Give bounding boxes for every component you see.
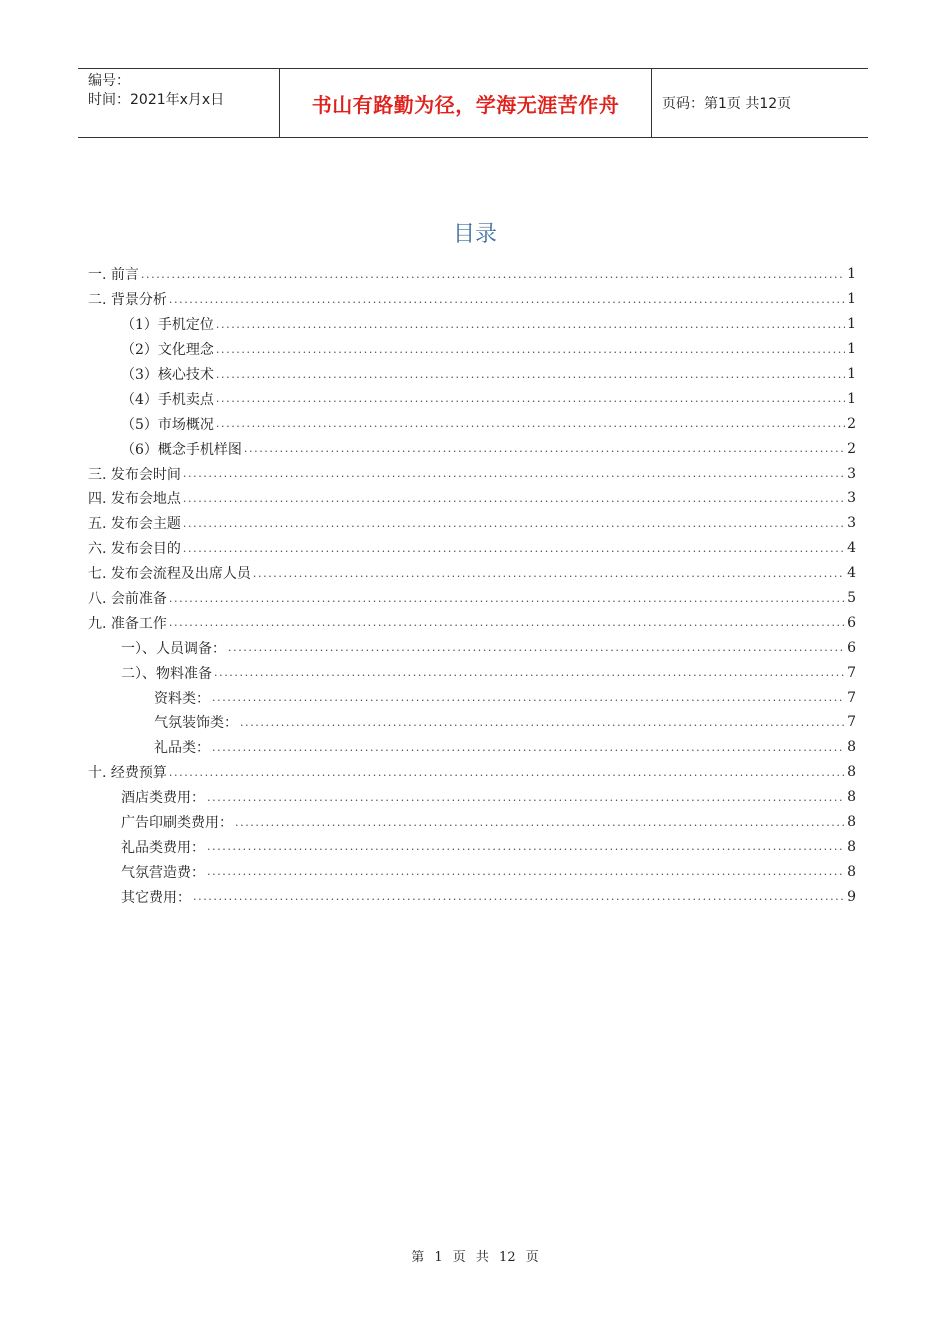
toc-dot-leader xyxy=(169,616,845,629)
toc-dot-leader xyxy=(169,592,845,605)
toc-dot-leader xyxy=(216,343,845,356)
toc-entry-label: 礼品类： xyxy=(154,740,210,757)
toc-entry-label: 十. 经费预算 xyxy=(88,765,167,782)
toc-entry-label: 四. 发布会地点 xyxy=(88,491,181,508)
toc-entry[interactable] xyxy=(88,760,856,785)
toc-entry-label: 六. 发布会目的 xyxy=(88,541,181,558)
toc-entry-label: 二）、物料准备 xyxy=(121,665,212,682)
page-header xyxy=(78,68,868,138)
toc-entry-label: 三. 发布会时间 xyxy=(88,466,181,483)
toc-entry-page: 1 xyxy=(847,366,856,382)
toc-dot-leader xyxy=(216,417,845,430)
toc-entry-label: 一. 前言 xyxy=(88,267,139,284)
toc-dot-leader xyxy=(240,716,845,729)
toc-entry-page: 4 xyxy=(847,540,856,557)
toc-entry[interactable] xyxy=(88,884,856,909)
toc-entry-page: 7 xyxy=(847,664,856,681)
header-page-info: 页码：第1页 共12页 xyxy=(662,96,792,112)
toc-entry[interactable] xyxy=(88,312,856,337)
toc-dot-leader xyxy=(235,816,845,829)
toc-dot-leader xyxy=(183,517,845,530)
toc-entry-label: 气氛营造费： xyxy=(121,864,205,881)
toc-entry-label: 二. 背景分析 xyxy=(88,292,167,309)
toc-entry[interactable] xyxy=(88,287,856,312)
toc-entry-label: 气氛装饰类： xyxy=(154,715,238,732)
toc-entry-page: 1 xyxy=(847,266,856,283)
toc-entry[interactable] xyxy=(88,834,856,859)
toc-entry-label: （1）手机定位 xyxy=(121,317,214,334)
toc-entry[interactable] xyxy=(88,660,856,685)
toc-entry-page: 3 xyxy=(847,490,856,507)
toc-entry-label: （4）手机卖点 xyxy=(121,391,214,408)
toc-entry[interactable] xyxy=(88,561,856,586)
document-number-label: 编号： xyxy=(88,73,130,89)
toc-dot-leader xyxy=(216,318,845,331)
toc-entry[interactable] xyxy=(88,486,856,511)
table-of-contents xyxy=(88,262,856,909)
toc-entry[interactable] xyxy=(88,685,856,710)
toc-dot-leader xyxy=(183,467,845,480)
toc-dot-leader xyxy=(183,542,845,555)
toc-entry-label: 九. 准备工作 xyxy=(88,615,167,632)
toc-entry[interactable] xyxy=(88,859,856,884)
toc-entry-label: （5）市场概况 xyxy=(121,416,214,433)
toc-entry-page: 3 xyxy=(847,515,856,532)
toc-entry-label: 七. 发布会流程及出席人员 xyxy=(88,566,251,583)
toc-entry-label: 广告印刷类费用： xyxy=(121,815,233,832)
toc-entry[interactable] xyxy=(88,511,856,536)
toc-entry-page: 7 xyxy=(847,689,856,706)
header-meta xyxy=(78,69,280,137)
toc-entry[interactable] xyxy=(88,635,856,660)
toc-entry-label: 其它费用： xyxy=(121,889,191,906)
toc-entry[interactable] xyxy=(88,436,856,461)
toc-dot-leader xyxy=(253,567,845,580)
toc-entry-page: 8 xyxy=(847,838,856,855)
toc-entry-page: 8 xyxy=(847,789,856,806)
page-footer: 第 1 页 共 12 页 xyxy=(411,1250,539,1265)
toc-entry-page: 8 xyxy=(847,863,856,880)
toc-entry[interactable] xyxy=(88,411,856,436)
toc-entry[interactable] xyxy=(88,710,856,735)
toc-entry-page: 1 xyxy=(847,316,856,333)
toc-entry-page: 4 xyxy=(847,565,856,582)
toc-dot-leader xyxy=(216,368,845,381)
toc-entry[interactable] xyxy=(88,810,856,835)
toc-entry[interactable] xyxy=(88,610,856,635)
toc-entry[interactable] xyxy=(88,536,856,561)
toc-dot-leader xyxy=(207,865,845,878)
toc-entry-label: 酒店类费用： xyxy=(121,790,205,807)
toc-entry-page: 2 xyxy=(847,440,856,457)
toc-entry-label: 一）、人员调备： xyxy=(121,640,226,657)
toc-entry-page: 5 xyxy=(847,590,856,607)
toc-dot-leader xyxy=(169,766,845,779)
toc-entry[interactable] xyxy=(88,262,856,287)
toc-entry-page: 6 xyxy=(847,639,856,656)
toc-entry-label: 五. 发布会主题 xyxy=(88,516,181,533)
toc-entry-label: （3）核心技术 xyxy=(121,367,214,383)
document-date-label: 时间：2021年x月x日 xyxy=(88,92,225,108)
toc-entry-page: 1 xyxy=(847,390,856,407)
toc-entry-page: 1 xyxy=(847,341,856,358)
toc-entry[interactable] xyxy=(88,586,856,611)
toc-entry-page: 6 xyxy=(847,614,856,631)
toc-dot-leader xyxy=(216,392,845,405)
toc-entry-page: 7 xyxy=(847,714,856,731)
toc-entry-page: 1 xyxy=(847,291,856,308)
toc-entry-page: 3 xyxy=(847,465,856,482)
toc-dot-leader xyxy=(207,791,845,804)
toc-entry-page: 2 xyxy=(847,415,856,432)
toc-dot-leader xyxy=(214,666,845,679)
header-motto: 书山有路勤为径，学海无涯苦作舟 xyxy=(280,69,652,137)
toc-entry-page: 8 xyxy=(847,764,856,781)
toc-entry-label: 资料类： xyxy=(154,690,210,707)
toc-entry[interactable] xyxy=(88,362,856,387)
toc-title: 目录 xyxy=(452,222,497,247)
toc-entry[interactable] xyxy=(88,337,856,362)
toc-entry-label: 礼品类费用： xyxy=(121,839,205,856)
toc-entry-page: 8 xyxy=(847,739,856,756)
toc-dot-leader xyxy=(212,691,845,704)
toc-entry-label: 八. 会前准备 xyxy=(88,591,167,608)
toc-dot-leader xyxy=(228,641,845,654)
toc-entry[interactable] xyxy=(88,386,856,411)
toc-dot-leader xyxy=(141,268,845,281)
toc-entry-page: 9 xyxy=(847,888,856,905)
toc-entry[interactable] xyxy=(88,785,856,810)
toc-dot-leader xyxy=(244,442,845,455)
toc-dot-leader xyxy=(193,890,845,903)
toc-dot-leader xyxy=(207,840,845,853)
toc-entry-label: （6）概念手机样图 xyxy=(121,441,242,458)
toc-dot-leader xyxy=(212,741,845,754)
toc-entry-label: （2）文化理念 xyxy=(121,342,214,359)
toc-dot-leader xyxy=(183,492,845,505)
toc-dot-leader xyxy=(169,293,845,306)
toc-entry-page: 8 xyxy=(847,814,856,831)
toc-entry[interactable] xyxy=(88,461,856,486)
toc-entry[interactable] xyxy=(88,735,856,760)
